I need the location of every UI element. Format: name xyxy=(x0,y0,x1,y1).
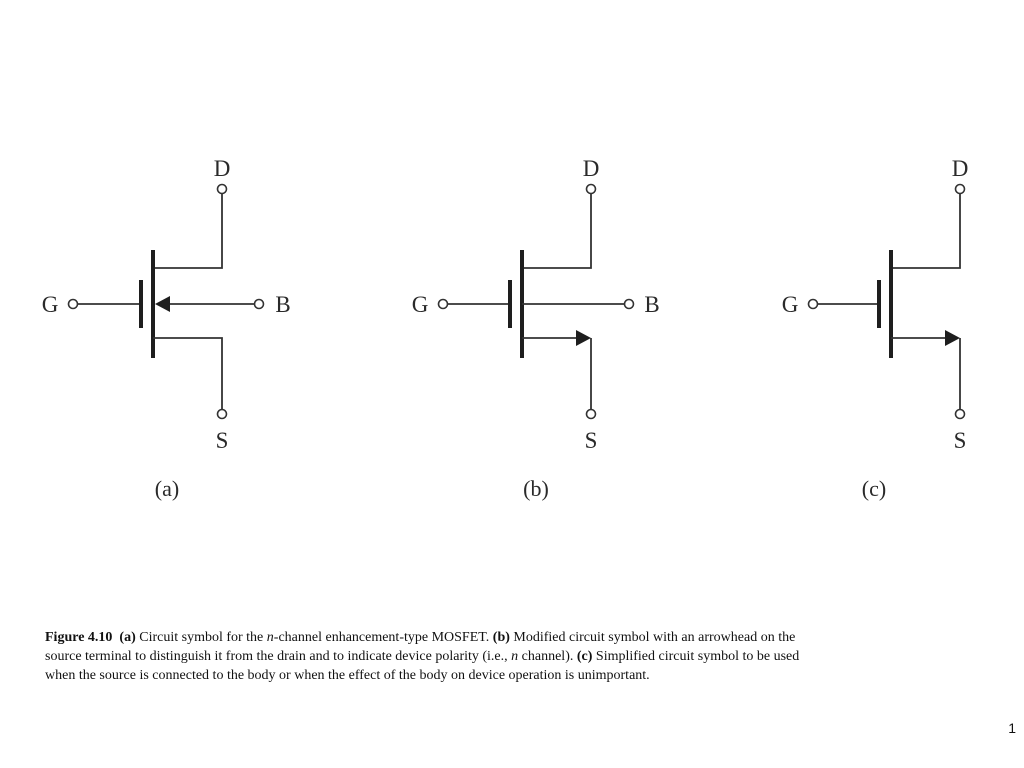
mosfet-symbol-b xyxy=(412,156,660,501)
symbol-c-drain-terminal xyxy=(956,185,965,194)
symbol-b-sublabel: (b) xyxy=(523,476,549,501)
mosfet-symbol-c xyxy=(782,156,969,501)
symbol-c-drain-label: D xyxy=(951,156,969,181)
caption-part-b-text-2: channel). xyxy=(518,649,577,664)
symbol-c-source-terminal xyxy=(956,410,965,419)
symbol-b-body-terminal xyxy=(625,300,634,309)
symbol-b-source-terminal xyxy=(587,410,596,419)
symbol-a-gate-label: G xyxy=(41,292,59,317)
slide-number: 1 xyxy=(1008,720,1016,736)
caption-part-c-text: Simplified circuit symbol to be used when the source is connected to the body or when the effect of the body on device operation is unimportant. xyxy=(45,649,800,683)
symbol-c-source-label: S xyxy=(953,428,967,453)
symbol-a-sublabel: (a) xyxy=(154,476,180,501)
symbol-a-source-terminal xyxy=(218,410,227,419)
symbol-c-sublabel: (c) xyxy=(861,476,887,501)
symbol-b-source-label: S xyxy=(584,428,598,453)
symbol-a-source-label: S xyxy=(215,428,229,453)
symbol-c-drain-wire xyxy=(891,194,960,269)
symbol-a-drain-label: D xyxy=(213,156,231,181)
symbol-a-body-terminal xyxy=(255,300,264,309)
symbol-a-body-arrow xyxy=(155,296,170,312)
caption-figure-label: Figure 4.10 xyxy=(45,630,113,645)
caption-part-a-italic: n xyxy=(266,630,274,645)
symbol-a-source-wire xyxy=(153,338,222,410)
caption-part-a-label: (a) xyxy=(119,630,136,645)
caption-part-a-text-2: -channel enhancement-type MOSFET. xyxy=(273,630,493,645)
symbol-a-drain-terminal xyxy=(218,185,227,194)
figure-caption xyxy=(45,628,805,685)
symbol-c-gate-label: G xyxy=(781,292,799,317)
symbol-b-drain-terminal xyxy=(587,185,596,194)
symbol-b-source-wire xyxy=(522,338,591,410)
caption-part-c-label: (c) xyxy=(576,649,593,664)
symbol-b-gate-terminal xyxy=(439,300,448,309)
symbol-b-source-arrow xyxy=(576,330,591,346)
caption-part-b-label: (b) xyxy=(492,630,510,645)
caption-part-b-italic: n xyxy=(511,649,519,664)
symbol-a-body-label: B xyxy=(275,292,291,317)
caption-part-a-text-1: Circuit symbol for the xyxy=(135,630,267,645)
caption-part-b-text-1: Modified circuit symbol with an arrowhead on the source terminal to distinguish it from the drain and to indicate device polarity (i.e., xyxy=(45,630,796,664)
symbol-c-gate-terminal xyxy=(809,300,818,309)
symbol-b-gate-label: G xyxy=(411,292,429,317)
symbol-a-gate-terminal xyxy=(69,300,78,309)
symbol-c-source-wire xyxy=(891,338,960,410)
symbol-c-source-arrow xyxy=(945,330,960,346)
symbol-b-drain-wire xyxy=(522,194,591,269)
symbol-b-drain-label: D xyxy=(582,156,600,181)
mosfet-symbol-a xyxy=(42,156,291,501)
symbol-a-drain-wire xyxy=(153,194,222,269)
symbol-b-body-label: B xyxy=(644,292,660,317)
